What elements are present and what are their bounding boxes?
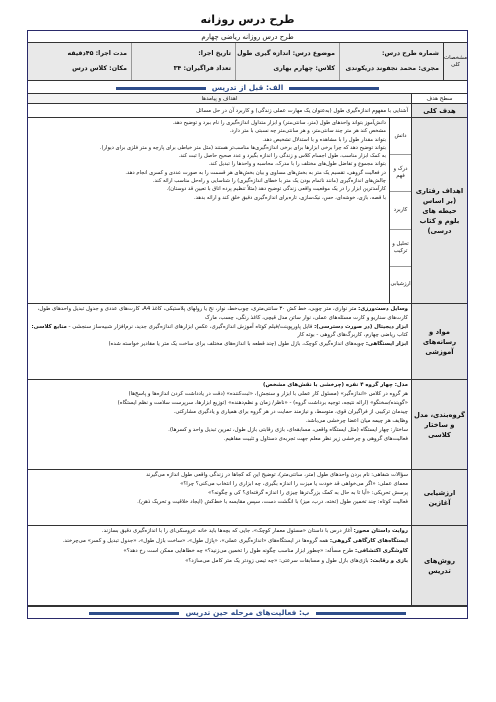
materials-label: مواد و رسانه‌های آموزشی (411, 304, 467, 379)
behavioral-goals-label: اهداف رفتاری (بر اساس حیطه های بلوم و کتاب درسی) (411, 118, 467, 303)
lesson-plan-page (27, 10, 468, 619)
divider (89, 612, 179, 615)
bloom-level: تحلیل و ترکیب (390, 230, 411, 267)
initial-eval-text (28, 470, 411, 525)
method-line: روایت داستان محور: آغاز درس با داستان «مسئول معمار کوچک»، جایی که بچه‌ها باید خانه عروسکی‌ای را با اندازه‌گیری دقیق بسازند. (101, 528, 408, 534)
plan-number: شماره طرح درس: (382, 50, 439, 57)
info-col-plan (339, 43, 443, 80)
level-header: سطح هدف (411, 94, 467, 103)
goals-header: اهداف و پیامدها (28, 94, 411, 103)
method-line: کاوشگری اکتشافی: طرح مسأله: «چطور ابزار مناسب چگونه طول را تخمین می‌زنید؟» چه خطاهایی ممکن است رخ دهد؟» (123, 548, 408, 554)
info-section (28, 43, 467, 81)
grouping-line: ساختار: چهار ایستگاه (مثل ایستگاه واقعی، مسابقه‌ای، بازی رقابتی بازل طول، تمرین تبدیل واحد و کسرها). (168, 427, 408, 433)
initial-eval-label: ارزشیابی آغازین (411, 470, 467, 525)
general-goal-label: هدف کلی (411, 104, 467, 117)
info-side-label: مشخصات کلی (443, 43, 467, 80)
behavioral-goals-text (28, 118, 389, 303)
method-line: بازی و رقابت: بازی‌های بازل طول و مسابقات سرعتی: «چه تیمی زودتر یک متر کامل می‌سازد؟» (185, 558, 408, 564)
class-name: کلاس: چهارم بهاری (273, 65, 335, 72)
goal-line: کارآمدترین ابزار را در یک موقعیت واقعی زندگی توضیح دهد (مثلاً تنظیم پرده اتاق با تعیین قد دوستان). (166, 186, 386, 193)
page-title: طرح درس روزانه (200, 13, 295, 26)
behavioral-goals-row (28, 118, 467, 304)
goal-line: دانش‌آموز بتواند واحدهای طول (متر، سانتی‌متر) و ابزار متداول اندازه‌گیری را نام ببرد و توضیح دهد. (172, 120, 386, 126)
bloom-level: کاربرد (390, 192, 411, 229)
goal-line: چالش‌های اندازه‌گیری (مانند ناتمام بودن یک متر با خطای اندازه‌گیری) را شناسایی و راه‌حل مناسب ارائه کند. (152, 178, 386, 185)
general-goal-row (28, 104, 467, 118)
plan-table (27, 30, 468, 619)
info-col-date (131, 43, 235, 80)
materials-text (28, 304, 411, 379)
grouping-line: چیدمان ترکیبی از فراگیران قوی، متوسط، و نیازمند حمایت در هر گروه برای همیاری و یادگیری مشارکتی. (173, 409, 408, 415)
grouping-line: مدل: چهار گروه ۴ نفره (چرخشی با نقش‌های مشخص) (263, 382, 408, 388)
methods-label: روش‌های تدریس (411, 526, 467, 605)
lesson-date: تاریخ اجرا: (198, 50, 231, 57)
grouping-text (28, 380, 411, 469)
info-col-topic (235, 43, 339, 80)
methods-text (28, 526, 411, 605)
grouping-row (28, 380, 467, 470)
eval-line: فعالیت کوتاه: چند تخمین طول (تخته، درب، میز) با انگشت دست، سپس مقایسه با خط‌کش (ایجاد خلاقیت و تحریک ذهن). (137, 499, 408, 505)
materials-line: وسایل دست‌ورزی: متر نواری، متر چوبی، خط کش ۳۰ سانتی‌متری، چوب‌خط، نوار، نخ یا رولهای پلاستیکی، کاغذ A4، کارت‌های عددی و جدول تبدیل واحدهای طول، کارت‌های سناریو و کارت مسئله‌های عملی، نوار ساتن مدل قیچی، کاغذ رنگی، چسب، مارک (37, 306, 408, 321)
eval-line: سؤالات شفاهی: نام بردن واحدهای طول (متر، سانتی‌متر)، توضیح این که کجاها در زندگی واقعی طول اندازه می‌گیرند (146, 472, 408, 478)
bloom-level: ارزشیابی (390, 281, 411, 288)
bloom-level: درک و فهم (390, 155, 411, 192)
lesson-place: مکان: کلاس درس (72, 65, 127, 72)
materials-line: ابزار ایستگاهی: چوبه‌های اندازه‌گیری کوچک، بازل طول (چند قطعه با اندازه‌های مختلف برای ساخت یک متر یا مقادیر خواسته شده) (108, 341, 408, 347)
eval-line: معمای عملی: «اگر می‌خواهی قد خودت یا میزت را اندازه بگیری، چه ابزاری را انتخاب می‌کنی؟ چرا؟» (180, 481, 408, 487)
initial-eval-row (28, 470, 467, 526)
student-count: تعداد فراگیران: ۳۴ (173, 65, 231, 72)
goal-line: بتواند توضیح دهد که چرا برخی ابزارها برای برخی اندازه‌گیری‌ها مناسب‌تر هستند (مثل متر خیاطی برای پارچه و متر فلزی برای دیوار). (99, 144, 386, 151)
methods-row (28, 526, 467, 606)
grouping-line: هر گروه در کلاس «اندازه‌گیر» (مسئول کار عملی با ابزار و سنجش)، «ثبت‌کننده» (دقت در یادداشت کردن اندازه‌ها و پاسخ‌ها) (128, 391, 408, 397)
info-col-duration (28, 43, 131, 80)
divider (289, 87, 379, 90)
teacher-name: مجری: محمد نجفوند دریکوندی (345, 65, 439, 72)
bloom-level: دانش (390, 118, 411, 155)
goals-header-row (28, 94, 467, 104)
section-a-heading: الف: قبل از تدریس (28, 81, 467, 94)
grouping-line: وظایف هر چیمه میان اعضا چرخشی می‌باشد. (305, 418, 408, 424)
grouping-line: «گوینده/سخنگو» (ارائه نتیجه، توجیه برداشت گروه) - «ناظر/ زمان و نظم‌دهنده» (توزیع ابزارها، سرپرست سلامت و نظم ایستگاه) (117, 400, 408, 406)
grouping-line: فعالیت‌های گروهی و چرخشی زیر نظر معلم جهت تجربه‌ی دستاول و تثبیت مفاهیم. (223, 436, 408, 442)
divider (116, 87, 206, 90)
subtitle: طرح درس روزانه ریاضی چهارم (28, 31, 467, 43)
grouping-label: گروه‌بندی، مدل و ساختار کلاسی (411, 380, 467, 469)
lesson-topic: موضوع درس: اندازه گیری طول (237, 50, 335, 57)
lesson-duration: مدت اجرا: ۴۵دقیقه (67, 50, 127, 57)
bloom-levels (389, 118, 411, 303)
goal-line: مشخص کند هر متر چند سانتی‌متر، و هر سانتی‌متر چه نسبتی با متر دارد. (229, 128, 386, 135)
general-goal-text: آشنایی با مفهوم اندازه‌گیری طول (به‌عنوان یک مهارت عملی زندگی) و کاربرد آن در حل مسائل (196, 108, 408, 114)
section-b-heading: ب: فعالیت‌های مرحله حین تدریس (28, 606, 467, 618)
goal-line: به کمک ابزار مناسب، طول اجسام کلاس و زندگی را اندازه بگیرد و عدد صحیح حاصل را ثبت کند. (178, 153, 386, 160)
method-line: ایستگاه‌های کارگاهی گروهی: همه گروه‌ها در ایستگاه‌های «اندازه‌گیری عملی»، «پازل طول»، «ساخت بازل طول»، «جدول تبدیل و کسر» می‌چرخند. (62, 538, 408, 544)
divider (316, 612, 406, 615)
goal-line: بتواند مجموع و تفاضل طول‌های مختلف را با مدرک، محاسبه و واحدها را تبدیل کند. (208, 161, 386, 168)
eval-line: پرسش تحریکی: «آیا تا به حال به کمک بزرگ‌ترها چیزی را اندازه گرفته‌ای؟ کی و چگونه؟» (208, 490, 408, 496)
materials-row (28, 304, 467, 380)
goal-line: با قصه، بازی، خوشه‌ای، حس، نیک‌سازی، تاره‌برای اندازه‌گیری دقیق خلق کند و ارائه بدهد. (193, 194, 386, 201)
goal-line: در فعالیت گروهی، تقسیم یک متر به بخش‌های مساوی و بیان بخش‌های هر قسمت را به صورت عددی و کسری انجام دهد. (125, 169, 386, 176)
goal-line: بتواند مقدار طول را با مشاهده و با استدلال تشخیص دهد. (262, 136, 386, 143)
materials-line: ابزار دیجیتال (در صورت دسترسی): فایل پاورپوینت/فیلم کوتاه آموزش اندازه‌گیری، عکس ابزارهای اندازه‌گیری جدید، نرم‌افزار شبیه‌ساز سنجشی - منابع کلاسی: کتاب ریاضی چهارم، کاربرگ‌های گروهی - بوته کار (31, 323, 408, 338)
